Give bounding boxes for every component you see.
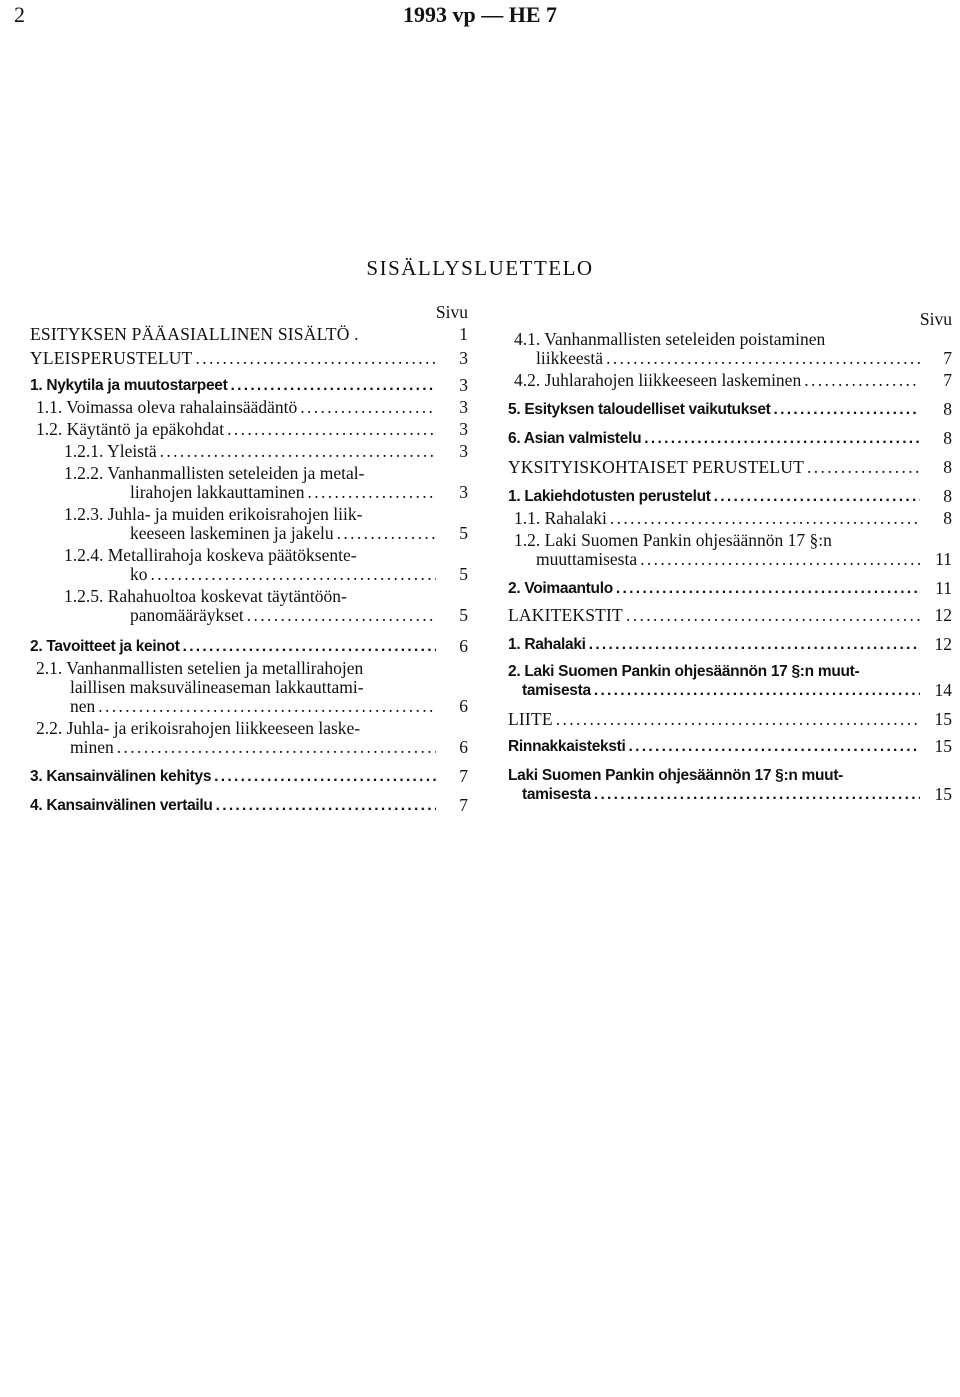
toc-page-number: 3 <box>440 349 468 368</box>
toc-page-number: 7 <box>440 767 468 786</box>
toc-entry-text: 2.1. Vanhanmallisten setelien ja metallirahojen <box>36 658 364 678</box>
dot-leader <box>594 681 920 700</box>
toc-entries <box>30 325 468 815</box>
toc-page-number: 15 <box>924 737 952 756</box>
dot-leader <box>227 420 436 439</box>
toc-entry-text: panomääräykset <box>130 605 244 625</box>
toc-entry-text: tamisesta <box>522 786 591 803</box>
toc-right-column <box>508 310 952 804</box>
toc-entry-text: 1.1. Voimassa oleva rahalainsäädäntö <box>36 397 298 417</box>
toc-entry[interactable] <box>30 398 468 417</box>
toc-entry-text: lirahojen lakkauttaminen <box>130 482 305 502</box>
dot-leader <box>626 606 920 625</box>
toc-entry[interactable] <box>30 659 468 716</box>
toc-entry[interactable] <box>508 579 952 598</box>
toc-entry-text: 1. Nykytila ja muutostarpeet <box>30 377 228 394</box>
dot-leader <box>195 349 436 368</box>
toc-page-number: 15 <box>924 710 952 729</box>
toc-entry[interactable] <box>508 509 952 528</box>
dot-leader <box>610 509 920 528</box>
toc-entry[interactable] <box>30 637 468 656</box>
toc-entry[interactable] <box>30 546 468 584</box>
toc-entry[interactable] <box>508 737 952 756</box>
dot-leader <box>589 635 920 654</box>
toc-entries <box>508 330 952 804</box>
toc-entry[interactable] <box>30 376 468 395</box>
toc-page-number: 7 <box>440 796 468 815</box>
toc-entry[interactable] <box>30 505 468 543</box>
toc-entry-text: 1.2.3. Juhla- ja muiden erikoisrahojen liik- <box>64 504 363 524</box>
toc-entry-text: 1.2.5. Rahahuoltoa koskevat täytäntöön- <box>64 586 347 606</box>
toc-entry-text: minen <box>70 737 114 757</box>
toc-entry[interactable] <box>30 767 468 786</box>
toc-entry-text: LAKITEKSTIT <box>508 605 623 625</box>
toc-entry-text: 1.1. Rahalaki <box>514 508 607 528</box>
dot-leader <box>594 785 920 804</box>
toc-page-number: 12 <box>924 635 952 654</box>
toc-title: SISÄLLYSLUETTELO <box>366 256 594 280</box>
toc-page-number: 5 <box>440 565 468 584</box>
toc-page-number: 7 <box>924 371 952 390</box>
dot-leader <box>183 637 436 656</box>
dot-leader <box>804 371 920 390</box>
toc-entry[interactable] <box>508 606 952 625</box>
toc-entry[interactable] <box>30 420 468 439</box>
dot-leader <box>160 442 436 461</box>
toc-entry[interactable] <box>508 400 952 419</box>
toc-entry[interactable] <box>508 458 952 477</box>
toc-entry[interactable] <box>30 442 468 461</box>
toc-entry[interactable] <box>30 796 468 815</box>
dot-leader <box>98 697 436 716</box>
toc-entry-text: 1. Rahalaki <box>508 636 586 653</box>
toc-page-number: 8 <box>924 458 952 477</box>
toc-page-number: 3 <box>440 442 468 461</box>
page-number: 2 <box>14 2 25 27</box>
toc-page-number: 11 <box>924 579 952 598</box>
toc-entry[interactable] <box>30 587 468 625</box>
toc-entry-text: YKSITYISKOHTAISET PERUSTELUT <box>508 457 805 477</box>
toc-left-column <box>30 303 468 815</box>
toc-entry-text: keeseen laskeminen ja jakelu <box>130 523 334 543</box>
toc-page-number: 5 <box>440 606 468 625</box>
toc-page-number: 6 <box>440 637 468 656</box>
toc-entry-text: 1. Lakiehdotusten perustelut <box>508 488 711 505</box>
toc-entry-text: 4.2. Juhlarahojen liikkeeseen laskeminen <box>514 370 802 390</box>
toc-entry-text: nen <box>70 696 96 716</box>
toc-entry-text: Rinnakkaisteksti <box>508 738 626 755</box>
toc-entry-text: LIITE <box>508 709 553 729</box>
toc-entry-text: ESITYKSEN PÄÄASIALLINEN SISÄLTÖ . <box>30 324 359 344</box>
dot-leader <box>151 565 437 584</box>
toc-entry-text: 4. Kansainvälinen vertailu <box>30 797 213 814</box>
toc-entry[interactable] <box>508 635 952 654</box>
toc-entry-text: 6. Asian valmistelu <box>508 430 642 447</box>
dot-leader <box>714 487 920 506</box>
toc-entry-text: 1.2. Laki Suomen Pankin ohjesäännön 17 §:n <box>514 530 832 550</box>
dot-leader <box>214 767 436 786</box>
toc-page-number: 1 <box>440 325 468 344</box>
toc-entry[interactable] <box>508 531 952 569</box>
toc-page-number: 11 <box>924 550 952 569</box>
dot-leader <box>644 429 920 448</box>
toc-entry-text: 1.2. Käytäntö ja epäkohdat <box>36 419 225 439</box>
toc-entry-text: 1.2.1. Yleistä <box>64 441 157 461</box>
toc-entry[interactable] <box>30 464 468 502</box>
toc-entry[interactable] <box>30 349 468 368</box>
toc-entry-text: tamisesta <box>522 682 591 699</box>
dot-leader <box>230 376 436 395</box>
toc-page-number: 8 <box>924 487 952 506</box>
toc-entry-text: 1.2.2. Vanhanmallisten seteleiden ja metal- <box>64 463 365 483</box>
toc-entry-text: YLEISPERUSTELUT <box>30 348 193 368</box>
toc-entry[interactable] <box>30 325 468 344</box>
toc-entry-text: 2. Voimaantulo <box>508 580 613 597</box>
toc-entry-text: 2.2. Juhla- ja erikoisrahojen liikkeeseen laske- <box>36 718 361 738</box>
dot-leader <box>616 579 920 598</box>
dot-leader <box>774 400 920 419</box>
toc-page-number: 12 <box>924 606 952 625</box>
toc-entry-text: 3. Kansainvälinen kehitys <box>30 768 212 785</box>
toc-entry-text: 5. Esityksen taloudelliset vaikutukset <box>508 401 771 418</box>
toc-entry[interactable] <box>508 766 952 804</box>
dot-leader <box>307 483 436 502</box>
toc-entry[interactable] <box>508 662 952 700</box>
toc-page-number: 7 <box>924 349 952 368</box>
running-head: 1993 vp — HE 7 <box>402 2 558 27</box>
dot-leader <box>337 524 436 543</box>
dot-leader <box>216 796 436 815</box>
toc-entry-text: 1.2.4. Metallirahoja koskeva päätöksente- <box>64 545 357 565</box>
dot-leader <box>300 398 436 417</box>
sivu-label: Sivu <box>435 302 468 322</box>
toc-entry-text: muuttamisesta <box>536 549 638 569</box>
toc-page-number: 8 <box>924 509 952 528</box>
toc-entry-text: 4.1. Vanhanmallisten seteleiden poistaminen <box>514 329 826 349</box>
toc-entry-text: 2. Tavoitteet ja keinot <box>30 638 180 655</box>
toc-entry-text: ko <box>130 564 148 584</box>
toc-page-number: 14 <box>924 681 952 700</box>
toc-entry[interactable] <box>508 429 952 448</box>
toc-page-number: 8 <box>924 429 952 448</box>
toc-entry-text: 2. Laki Suomen Pankin ohjesäännön 17 §:n muut- <box>508 663 860 680</box>
dot-leader <box>606 349 920 368</box>
toc-page-number: 6 <box>440 738 468 757</box>
dot-leader <box>640 550 920 569</box>
sivu-label: Sivu <box>919 309 952 329</box>
toc-page-number: 3 <box>440 398 468 417</box>
toc-page-number: 6 <box>440 697 468 716</box>
toc-page-number: 8 <box>924 400 952 419</box>
toc-page-number: 3 <box>440 483 468 502</box>
dot-leader <box>556 710 920 729</box>
toc-page-number: 15 <box>924 785 952 804</box>
dot-leader <box>807 458 920 477</box>
toc-entry[interactable] <box>508 487 952 506</box>
toc-entry-text: Laki Suomen Pankin ohjesäännön 17 §:n muut- <box>508 767 844 784</box>
toc-entry[interactable] <box>508 371 952 390</box>
toc-entry-text: liikkeestä <box>536 348 604 368</box>
dot-leader <box>117 738 436 757</box>
toc-entry[interactable] <box>508 330 952 368</box>
dot-leader <box>629 737 920 756</box>
toc-page-number: 3 <box>440 376 468 395</box>
toc-entry[interactable] <box>30 719 468 757</box>
toc-page-number: 5 <box>440 524 468 543</box>
toc-entry[interactable] <box>508 710 952 729</box>
toc-entry-text: laillisen maksuvälineaseman lakkauttami- <box>70 677 364 697</box>
dot-leader <box>247 606 436 625</box>
toc-page-number: 3 <box>440 420 468 439</box>
